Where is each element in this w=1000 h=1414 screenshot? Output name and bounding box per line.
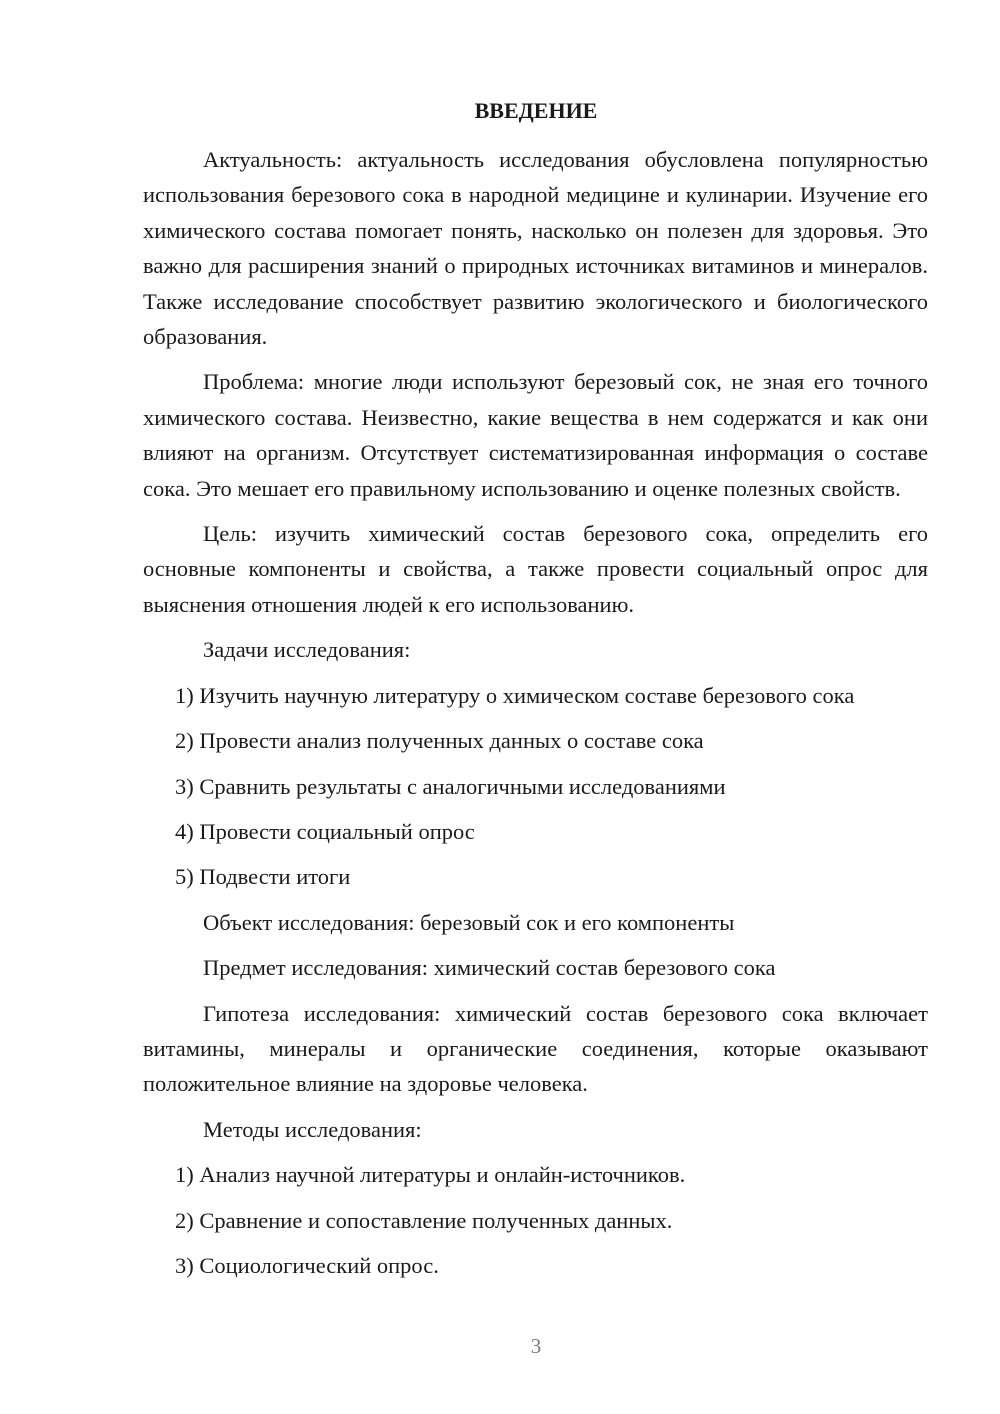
list-item: 3) Социологический опрос. — [175, 1252, 439, 1278]
list-item: 1) Анализ научной литературы и онлайн-источников. — [175, 1162, 686, 1188]
list-item: 2) Провести анализ полученных данных о составе сока — [175, 728, 704, 754]
hypothesis-paragraph: Гипотеза исследования: химический состав березового сока включает витамины, минералы и органические соединения, которые оказывают положительное влияние на здоровье человека. — [143, 1000, 928, 1097]
list-item: 2) Сравнение и сопоставление полученных данных. — [175, 1207, 673, 1233]
list-item: 5) Подвести итоги — [175, 864, 351, 890]
list-item: 1) Изучить научную литературу о химическом составе березового сока — [175, 682, 855, 708]
methods-title: Методы исследования: — [203, 1116, 422, 1142]
tasks-list — [143, 678, 928, 895]
list-item: 4) Провести социальный опрос — [175, 818, 475, 844]
tasks-title: Задачи исследования: — [203, 637, 411, 663]
problem-paragraph: Проблема: многие люди используют березовый сок, не зная его точного химического состава. Неизвестно, какие вещества в нем содержатся и как они влияют на организм. Отсутствует систематизированная информация о составе сока. Это мешает его правильному использованию и оценке полезных свойств. — [143, 369, 928, 501]
list-item: 3) Сравнить результаты с аналогичными исследованиями — [175, 773, 726, 799]
section-heading: ВВЕДЕНИЕ — [474, 98, 598, 123]
document-body — [143, 142, 928, 1293]
research-subject: Предмет исследования: химический состав березового сока — [203, 955, 776, 981]
goal-paragraph: Цель: изучить химический состав березового сока, определить его основные компоненты и свойства, а также провести социальный опрос для выяснения отношения людей к его использованию. — [143, 521, 928, 617]
page-number: 3 — [530, 1334, 542, 1358]
research-object: Объект исследования: березовый сок и его компоненты — [203, 909, 735, 935]
methods-list — [143, 1157, 928, 1283]
relevance-paragraph: Актуальность: актуальность исследования обусловлена популярностью использования березового сока в народной медицине и кулинарии. Изучение его химического состава помогает понять, насколько он полезен для здоровья. Это важно для расширения знаний о природных источниках витаминов и минералов. Также исследование способствует развитию экологического и биологического образования. — [143, 147, 928, 350]
